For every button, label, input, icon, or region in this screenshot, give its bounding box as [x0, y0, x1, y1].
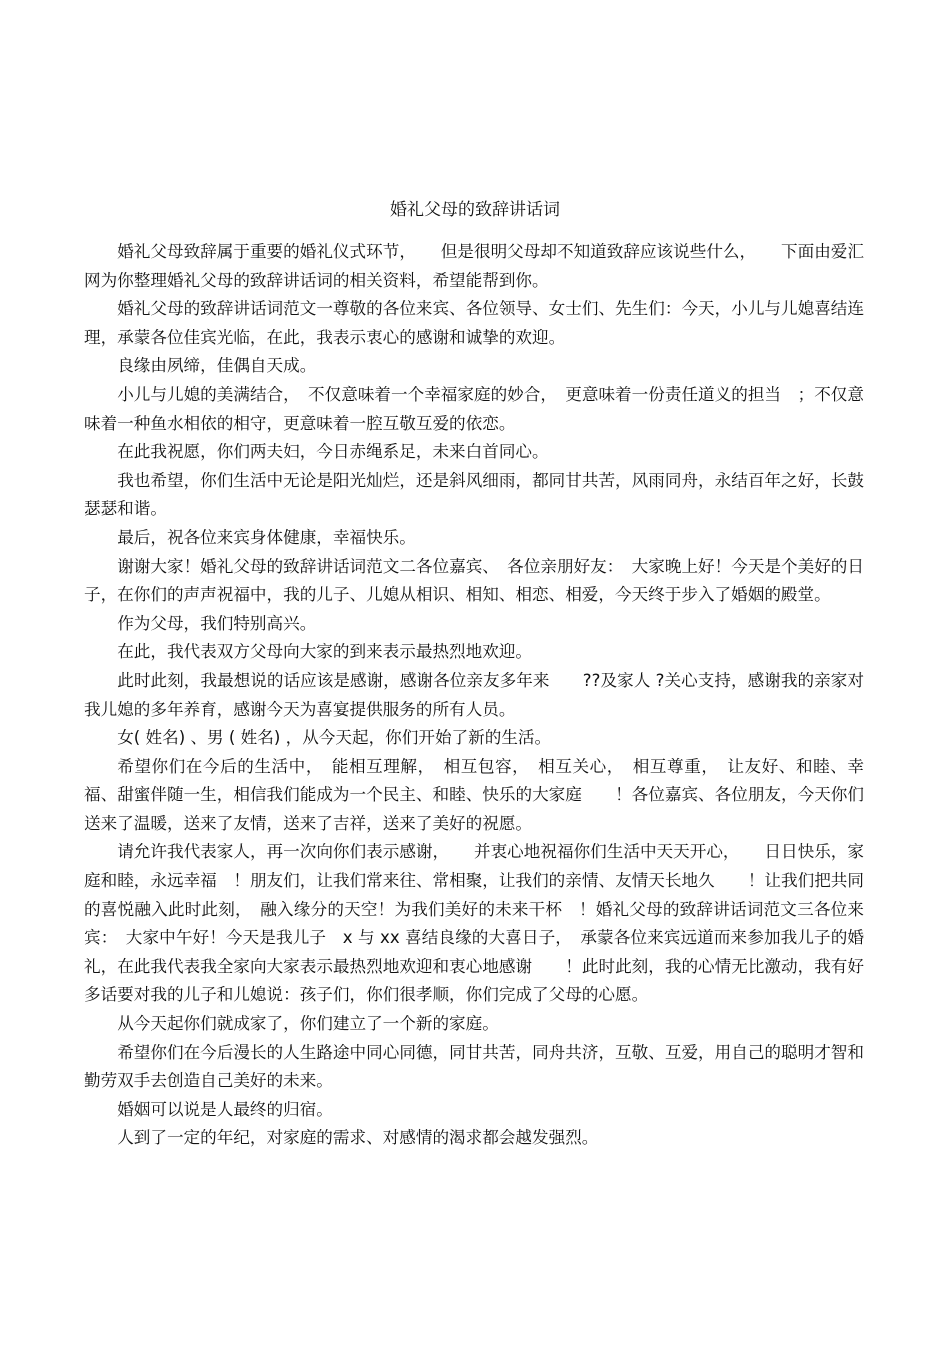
paragraph-5: 在此我祝愿，你们两夫妇，今日赤绳系足，未来白首同心。: [117, 442, 549, 462]
paragraph-1: 婚礼父母致辞属于重要的婚礼仪式环节， 但是很明父母却不知道致辞应该说些什么， 下面由爱汇网为你整理婚礼父母的致辞讲话词的相关资料，希望能帮到你。: [84, 242, 864, 290]
paragraph-15: 从今天起你们就成家了，你们建立了一个新的家庭。: [117, 1014, 499, 1034]
paragraph-11: 此时此刻，我最想说的话应该是感谢，感谢各位亲友多年来 ??及家人 ?关心支持，感谢我的亲家对我儿媳的多年养育，感谢今天为喜宴提供服务的所有人员。: [84, 670, 864, 719]
paragraph-9: 作为父母，我们特别高兴。: [117, 613, 317, 633]
paragraph-13: 希望你们在今后的生活中， 能相互理解， 相互包容， 相互关心， 相互尊重， 让友好、和睦、幸福、甜蜜伴随一生，相信我们能成为一个民主、和睦、快乐的大家庭 ！各位嘉宾、各位朋友，今天你们送来了温暖，送来了友情，送来了吉祥，送来了美好的祝愿。: [84, 756, 864, 833]
paragraph-10: 在此，我代表双方父母向大家的到来表示最热烈地欢迎。: [117, 642, 533, 662]
paragraph-17: 婚姻可以说是人最终的归宿。: [117, 1099, 333, 1119]
paragraph-18: 人到了一定的年纪，对家庭的需求、对感情的渴求都会越发强烈。: [117, 1128, 599, 1148]
paragraph-8: 谢谢大家！婚礼父母的致辞讲话词范文二各位嘉宾、 各位亲朋好友： 大家晚上好！今天是个美好的日子，在你们的声声祝福中，我的儿子、儿媳从相识、相知、相恋、相爱，今天终于步入了婚姻的殿堂。: [84, 556, 864, 605]
paragraph-4: 小儿与儿媳的美满结合， 不仅意味着一个幸福家庭的妙合， 更意味着一份责任道义的担当 ；不仅意味着一种鱼水相依的相守，更意味着一腔互敬互爱的依恋。: [84, 384, 864, 433]
paragraph-6: 我也希望，你们生活中无论是阳光灿烂，还是斜风细雨，都同甘共苦，风雨同舟，永结百年之好，长鼓瑟瑟和谐。: [84, 470, 864, 519]
document-title: 婚礼父母的致辞讲话词: [390, 200, 560, 220]
paragraph-3: 良缘由夙缔，佳偶自天成。: [117, 356, 317, 376]
paragraph-14: 请允许我代表家人，再一次向你们表示感谢， 并衷心地祝福你们生活中天天开心， 日日快乐，家庭和睦，永远幸福 ！朋友们，让我们常来往、常相聚，让我们的亲情、友情天长地久 ！让我们把共同的喜悦融入此时此刻， 融入缘分的天空！为我们美好的未来干杯 ！婚礼父母的致辞讲话词范文三各位来宾： 大家中午好！今天是我儿子 x 与 xx 喜结良缘的大喜日子， 承蒙各位来宾远道而来参加我儿子的婚礼，在此我代表我全家向大家表示最热烈地欢迎和衷心地感谢 ！此时此刻，我的心情无比激动，我有好多话要对我的儿子和儿媳说：孩子们，你们很孝顺，你们完成了父母的心愿。: [84, 842, 864, 1005]
paragraph-2: 婚礼父母的致辞讲话词范文一尊敬的各位来宾、各位领导、女士们、先生们：今天，小儿与儿媳喜结连理，承蒙各位佳宾光临，在此，我表示衷心的感谢和诚挚的欢迎。: [84, 299, 864, 347]
paragraph-16: 希望你们在今后漫长的人生路途中同心同德，同甘共苦，同舟共济，互敬、互爱，用自己的聪明才智和勤劳双手去创造自己美好的未来。: [84, 1042, 864, 1091]
document-body: [84, 238, 864, 1153]
paragraph-7: 最后，祝各位来宾身体健康，幸福快乐。: [117, 527, 416, 547]
paragraph-12: 女( 姓名) 、男 ( 姓名) ，从今天起，你们开始了新的生活。: [117, 728, 552, 748]
